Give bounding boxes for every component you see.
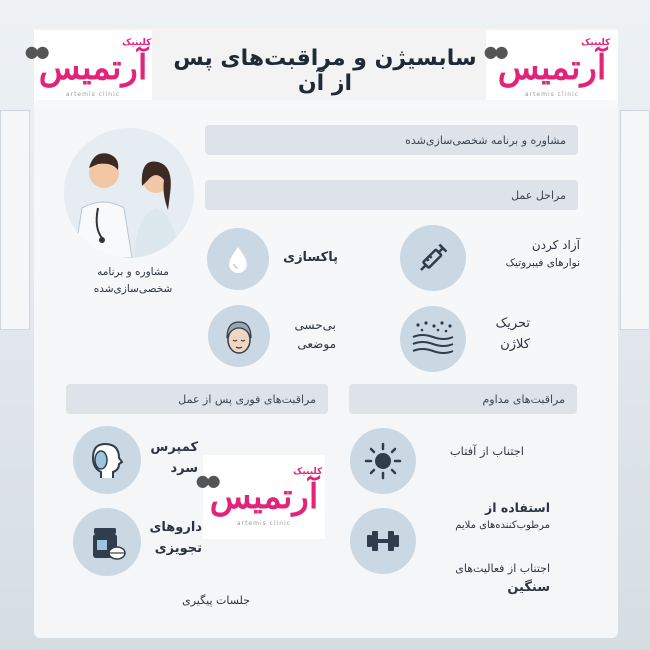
collagen-circle bbox=[400, 306, 466, 372]
face-icon bbox=[217, 314, 261, 358]
page-title: سابسیژن و مراقبت‌های پس از آن bbox=[173, 46, 477, 96]
collagen-label: تحریک کلاژن bbox=[495, 316, 530, 352]
immediate-care-bar: مراقبت‌های فوری پس از عمل bbox=[66, 384, 328, 414]
cleansing-label: پاکسازی bbox=[283, 250, 338, 265]
logo-right: ●● کلینیک آرتمیس artemis clinic bbox=[486, 30, 618, 106]
anesthesia-circle bbox=[208, 305, 270, 367]
consult-bar: مشاوره و برنامه شخصی‌سازی‌شده bbox=[205, 125, 578, 155]
cold-compress-circle bbox=[73, 426, 141, 494]
heavy-activity-label: اجتناب از فعالیت‌های سنگین bbox=[455, 562, 550, 595]
droplet-icon bbox=[223, 244, 253, 274]
cleansing-circle bbox=[207, 228, 269, 290]
consult-caption: مشاوره و برنامه شخصی‌سازی‌شده bbox=[93, 266, 173, 295]
followup-label: جلسات پیگیری bbox=[182, 594, 250, 607]
medicine-label: داروهای تجویزی bbox=[149, 520, 202, 556]
collagen-icon bbox=[410, 319, 456, 359]
dumbbell-icon bbox=[363, 526, 403, 556]
moisturizer-label: استفاده از مرطوب‌کننده‌های ملایم bbox=[455, 500, 550, 531]
logo-center: ●● کلینیک آرتمیس artemis clinic bbox=[203, 455, 325, 539]
sun-avoid-label: اجتناب از آفتاب bbox=[449, 444, 524, 458]
sun-icon bbox=[363, 441, 403, 481]
release-circle bbox=[400, 225, 466, 291]
dumbbell-circle bbox=[350, 508, 416, 574]
cold-compress-label: کمپرس سرد bbox=[150, 440, 198, 476]
cold-compress-icon bbox=[85, 438, 129, 482]
medicine-circle bbox=[73, 508, 141, 576]
cabinet-right bbox=[620, 110, 650, 330]
logo-left: ●● کلینیک آرتمیس artemis clinic bbox=[34, 30, 152, 106]
steps-bar: مراحل عمل bbox=[205, 180, 578, 210]
medicine-icon bbox=[85, 520, 129, 564]
anesthesia-label: بی‌حسی موضعی bbox=[294, 318, 336, 352]
ongoing-care-bar: مراقبت‌های مداوم bbox=[349, 384, 577, 414]
cabinet-left bbox=[0, 110, 30, 330]
syringe-icon bbox=[413, 238, 453, 278]
doctor-consultation-illustration bbox=[64, 128, 194, 258]
release-label: آزاد کردن نوارهای فیبروتیک bbox=[505, 238, 580, 270]
sun-circle bbox=[350, 428, 416, 494]
